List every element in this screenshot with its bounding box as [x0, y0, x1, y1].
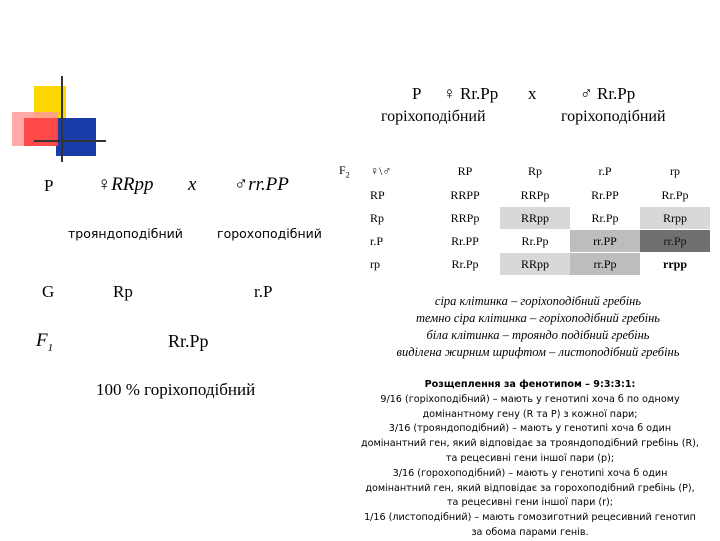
explanation-line: 9/16 (горіхоподібний) – мають у генотипі хоча б по одному	[380, 393, 680, 405]
legend-line: сіра клітинка – горіхоподібний гребінь	[434, 294, 642, 308]
f1-result: 100 % горіхоподібний	[96, 380, 256, 399]
cross1-cross-sign: x	[188, 174, 197, 195]
punnett-corner: ♀\♂	[366, 160, 434, 183]
punnett-cell: RRpp	[500, 253, 570, 275]
cross1-male-phenotype: горохоподібний	[217, 226, 322, 241]
punnett-cell: rr.Pp	[570, 253, 640, 275]
explanation-line: домінантному гену (R та P) з кожної пари;	[422, 408, 638, 420]
cross2-male-phenotype: горіхоподібний	[561, 108, 666, 125]
cross2-p-label: P	[412, 84, 422, 103]
phenotype-ratio-explanation	[350, 378, 710, 541]
punnett-row-header: rp	[366, 253, 434, 276]
logo-vertical-line	[61, 76, 63, 162]
f2-letter: F	[339, 163, 346, 177]
legend-line: виділена жирним шрифтом – листоподібний гребінь	[396, 345, 680, 359]
punnett-column-header: rp	[640, 160, 710, 183]
f2-subscript: 2	[345, 170, 350, 180]
explanation-line: 3/16 (горохоподібний) – мають у генотипі хоча б один	[392, 467, 668, 479]
punnett-cell: Rr.Pp	[430, 253, 500, 275]
gamete-rp: Rp	[113, 282, 133, 301]
explanation-line: 1/16 (листоподібний) – мають гомозиготний рецесивний генотип	[364, 512, 696, 524]
punnett-cell: Rrpp	[640, 207, 710, 229]
punnett-legend	[366, 293, 710, 361]
punnett-column-header: RP	[430, 160, 500, 183]
cross2-female: ♀ Rr.Pp	[443, 84, 499, 103]
punnett-cell: rrpp	[640, 253, 710, 275]
gametes-label: G	[42, 282, 55, 301]
f1-genotype: Rr.Pp	[168, 331, 209, 351]
f2-label	[339, 163, 350, 179]
punnett-cell: Rr.Pp	[640, 184, 710, 206]
f1-label	[36, 330, 53, 354]
cross2-cross-sign: x	[528, 84, 537, 103]
cross1-female-phenotype: трояндоподібний	[68, 226, 183, 241]
punnett-column-header: Rp	[500, 160, 570, 183]
f1-subscript: 1	[47, 341, 54, 354]
punnett-cell: RRPp	[430, 207, 500, 229]
punnett-cell: RRpp	[500, 207, 570, 229]
f1-letter: F	[36, 330, 48, 351]
punnett-cell: RRPP	[430, 184, 500, 206]
explanation-line: та рецесивні гени іншої пари (r);	[446, 497, 614, 509]
cross1-male: ♂rr.PP	[234, 174, 289, 195]
punnett-cell: Rr.PP	[430, 230, 500, 252]
logo-horizontal-line	[34, 140, 106, 142]
legend-line: темно сіра клітинка – горіхоподібний гребінь	[416, 311, 660, 325]
punnett-cell: RRPp	[500, 184, 570, 206]
punnett-cell: rr.Pp	[640, 230, 710, 252]
legend-line: біла клітинка – трояндо подібний гребінь	[426, 328, 650, 342]
explanation-line: та рецесивні гени іншої пари (p);	[445, 452, 615, 464]
punnett-row-header: Rp	[366, 207, 434, 230]
punnett-square	[366, 160, 710, 278]
punnett-cell: Rr.Pp	[500, 230, 570, 252]
punnett-cell: rr.PP	[570, 230, 640, 252]
punnett-row-header: r.P	[366, 230, 434, 253]
explanation-title: Розщеплення за фенотипом – 9:3:3:1:	[424, 379, 636, 390]
cross1-female: ♀RRpp	[97, 174, 154, 195]
punnett-row-header: RP	[366, 184, 434, 207]
explanation-line: за обома парами генів.	[471, 526, 589, 538]
explanation-line: домінантний ген, який відповідає за горохоподібний гребінь (P),	[365, 482, 695, 494]
cross2-female-phenotype: горіхоподібний	[381, 108, 486, 125]
gamete-rP: r.P	[254, 282, 273, 301]
cross1-p-label: P	[44, 176, 54, 195]
punnett-cell: Rr.Pp	[570, 207, 640, 229]
cross2-male: ♂ Rr.Pp	[580, 84, 636, 103]
punnett-column-header: r.P	[570, 160, 640, 183]
explanation-line: домінантний ген, який відповідає за трояндоподібний гребінь (R),	[361, 438, 699, 450]
explanation-line: 3/16 (трояндоподібний) – мають у генотипі хоча б один	[388, 423, 672, 435]
punnett-cell: Rr.PP	[570, 184, 640, 206]
